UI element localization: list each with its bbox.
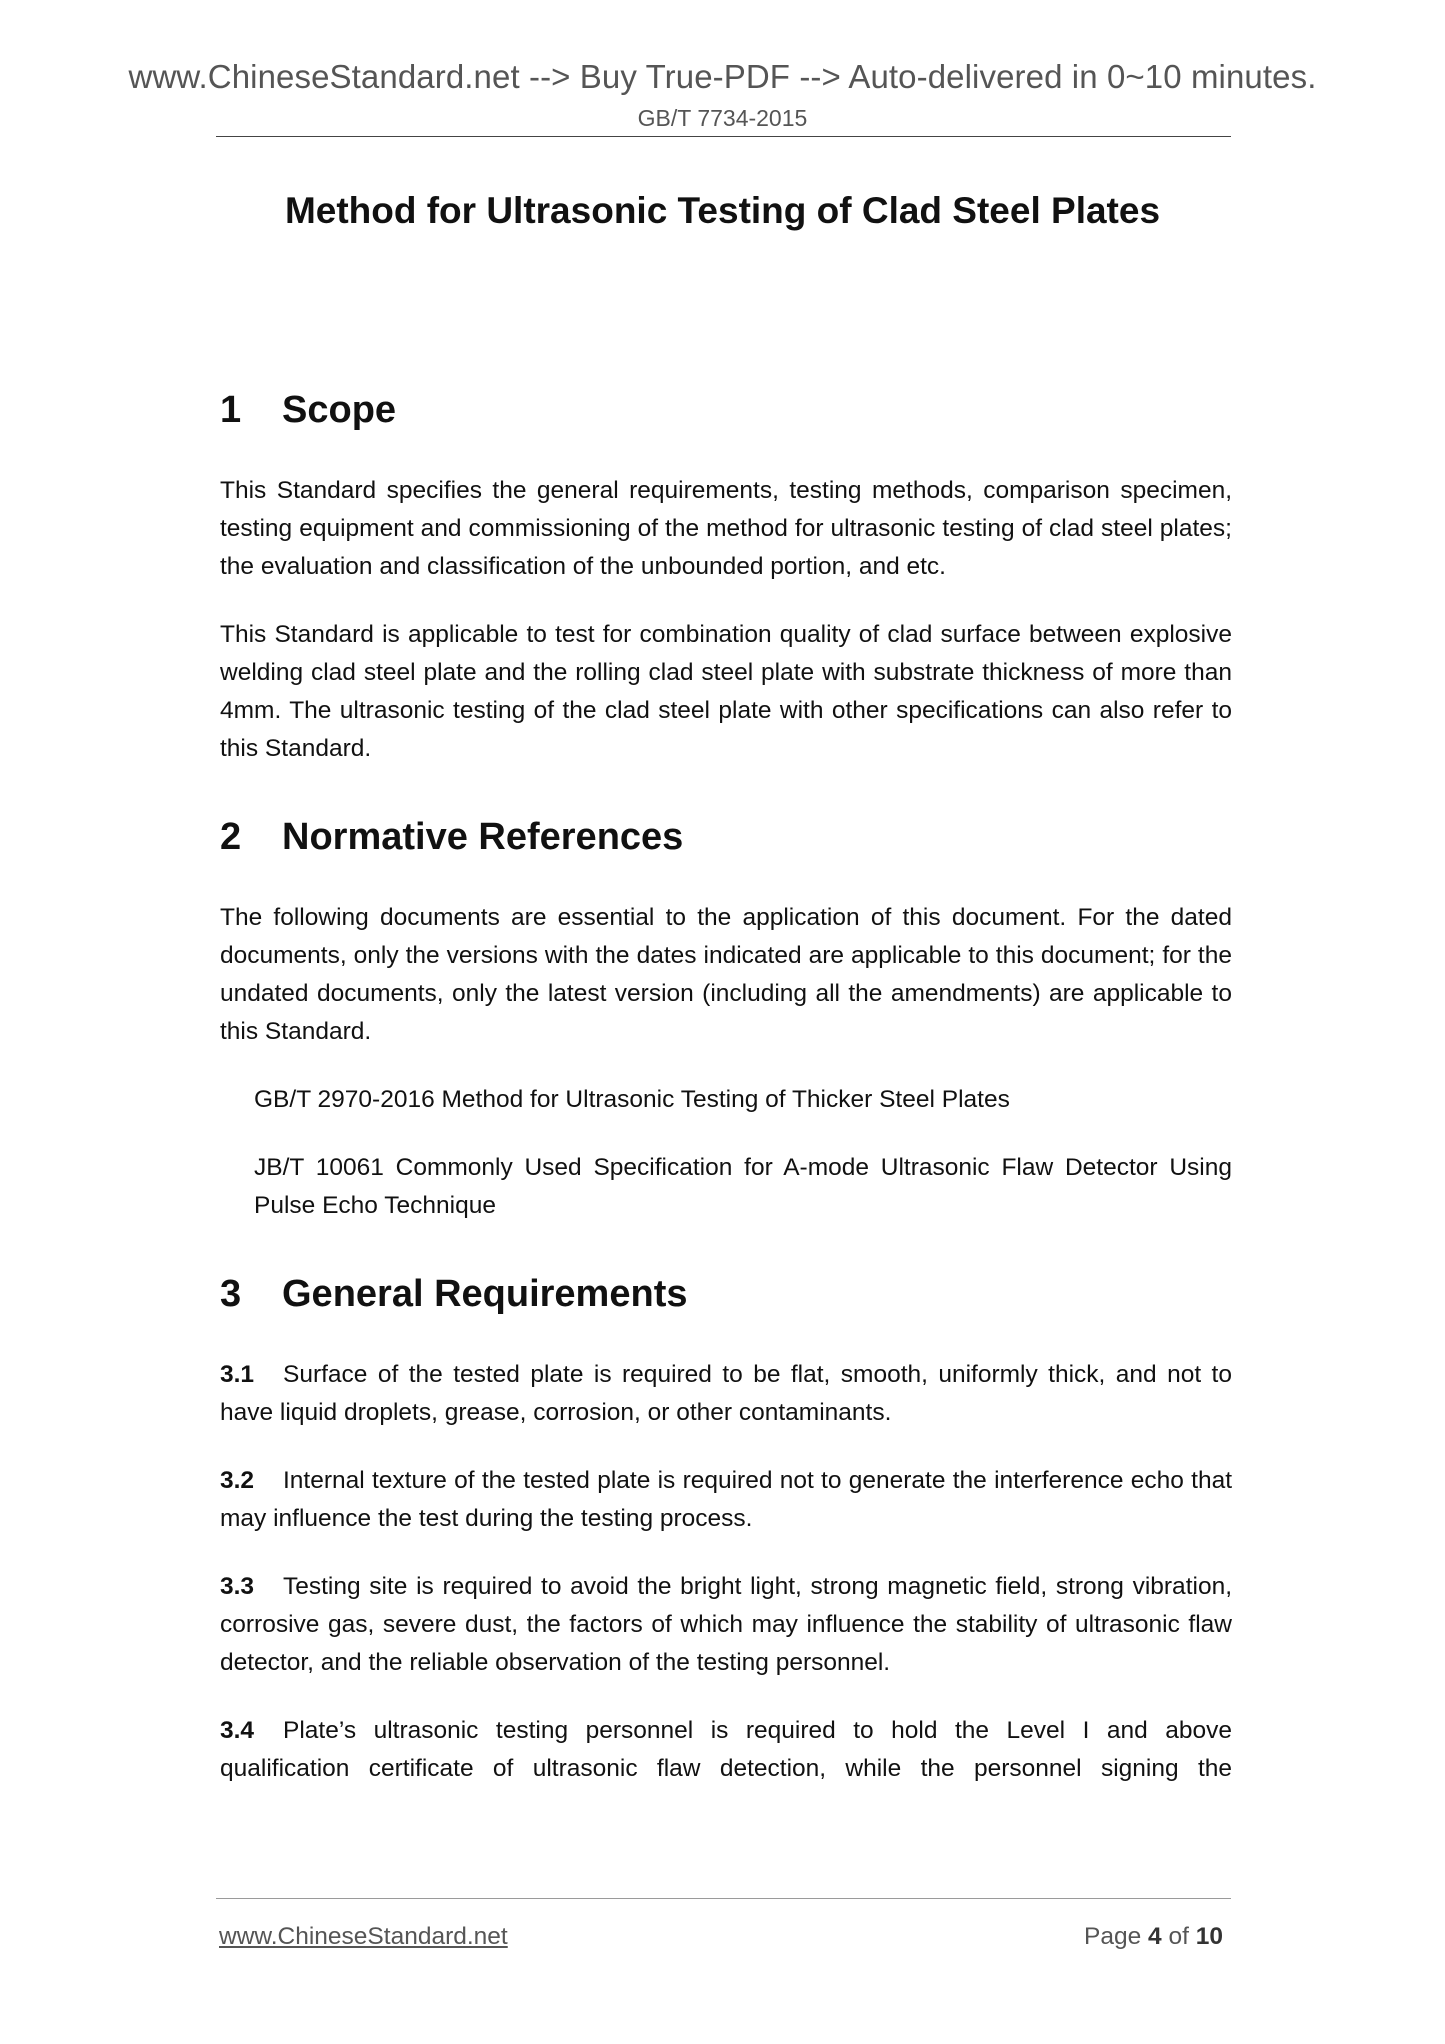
standard-code: GB/T 7734-2015 <box>637 105 808 131</box>
clause-text: Surface of the tested plate is required to be flat, smooth, uniformly thick, and not to have liquid droplets, grease, corrosion, or other contaminants. <box>220 1361 1232 1426</box>
clause <box>220 1462 1232 1538</box>
site-banner: www.ChineseStandard.net --> Buy True-PDF --> Auto-delivered in 0~10 minutes. <box>128 58 1317 95</box>
section-title: General Requirements <box>282 1273 688 1315</box>
page-total: 10 <box>1195 1923 1223 1950</box>
clause-text: Internal texture of the tested plate is required not to generate the interference echo that may influence the test during the testing process. <box>220 1467 1232 1532</box>
reference-item: JB/T 10061 Commonly Used Specification for A-mode Ultrasonic Flaw Detector Using Pulse Echo Technique <box>254 1154 1232 1219</box>
page-of: of <box>1168 1923 1189 1950</box>
reference-item: GB/T 2970-2016 Method for Ultrasonic Testing of Thicker Steel Plates <box>254 1086 1010 1113</box>
clause-number: 3.3 <box>220 1573 255 1600</box>
clause-number: 3.1 <box>220 1361 255 1388</box>
clause <box>220 1356 1232 1432</box>
section-heading-normative-references <box>220 814 1232 860</box>
section-heading-scope <box>220 387 1232 433</box>
section-heading-general-requirements <box>220 1271 1232 1317</box>
clause-number: 3.4 <box>220 1717 255 1744</box>
clause-text: Testing site is required to avoid the bright light, strong magnetic field, strong vibration, corrosive gas, severe dust, the factors of which may influence the stability of ultrasonic flaw detector, and the reliable observation of the testing personnel. <box>220 1573 1232 1676</box>
section-number: 1 <box>220 389 242 431</box>
page-prefix: Page <box>1084 1923 1142 1950</box>
page-indicator <box>1084 1923 1223 1951</box>
paragraph: This Standard specifies the general requirements, testing methods, comparison specimen, testing equipment and commissioning of the method for ultrasonic testing of clad steel plates; the evaluation and classification of the unbounded portion, and etc. <box>220 477 1232 580</box>
footer-rule <box>216 1898 1231 1899</box>
section-title: Normative References <box>282 816 684 858</box>
footer-site-link[interactable]: www.ChineseStandard.net <box>219 1923 508 1950</box>
header-rule <box>216 136 1231 137</box>
document-title: Method for Ultrasonic Testing of Clad Steel Plates <box>284 190 1161 231</box>
paragraph: The following documents are essential to the application of this document. For the dated documents, only the versions with the dates indicated are applicable to this document; for the undated documents, only the latest version (including all the amendments) are applicable to this Standard. <box>220 904 1232 1045</box>
clause-number: 3.2 <box>220 1467 255 1494</box>
document-body <box>220 375 1232 1788</box>
clause <box>220 1712 1232 1788</box>
paragraph: This Standard is applicable to test for combination quality of clad surface between explosive welding clad steel plate and the rolling clad steel plate with substrate thickness of more than 4mm. The ultrasonic testing of the clad steel plate with other specifications can also refer to this Standard. <box>220 621 1232 762</box>
section-title: Scope <box>282 389 397 431</box>
page-current: 4 <box>1148 1923 1162 1950</box>
section-number: 3 <box>220 1273 242 1315</box>
section-number: 2 <box>220 816 242 858</box>
clause-text: Plate’s ultrasonic testing personnel is required to hold the Level I and above qualification certificate of ultrasonic flaw detection, while the personnel signing the <box>220 1717 1232 1782</box>
clause <box>220 1568 1232 1682</box>
